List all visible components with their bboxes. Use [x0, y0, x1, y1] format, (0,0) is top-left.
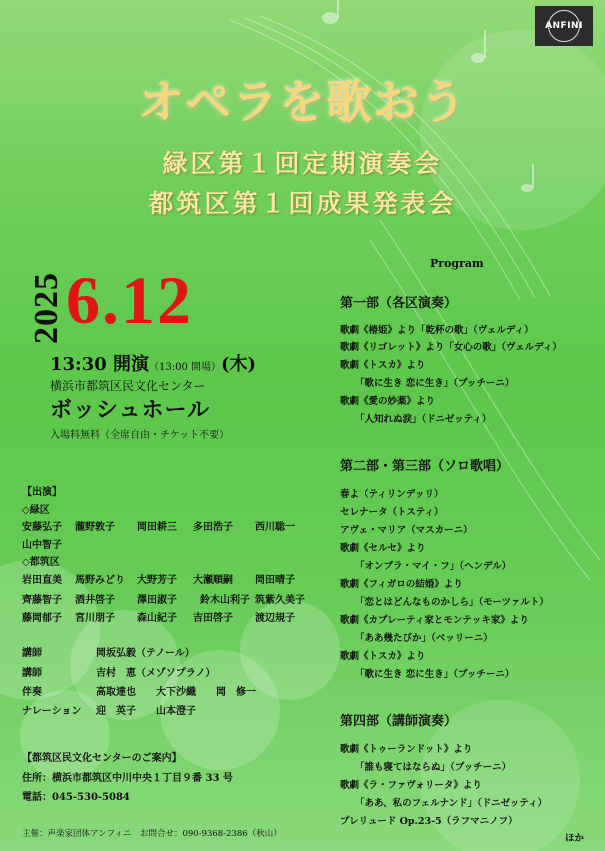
program-item: 歌劇《リゴレット》より「女心の歌」（ヴェルディ）: [340, 342, 562, 353]
section-2-heading: 第二部・第三部（ソロ歌唱）: [340, 459, 510, 474]
performer-name: 筑紫久美子: [255, 595, 305, 606]
program-item: 歌劇《トスカ》より: [340, 651, 426, 662]
program-item: 「ああ幾たびか」（ベッリーニ）: [355, 633, 493, 644]
subtitle-2: 都筑区第１回成果発表会: [148, 189, 457, 218]
staff-names: 高取達也 大下沙織 岡 修一: [96, 687, 256, 698]
performer-name: 岡田耕三: [137, 522, 177, 533]
program-item: 歌劇《カプレーティ家とモンテッキ家》より: [340, 615, 529, 626]
group-midori: ◇緑区: [22, 505, 50, 516]
phone: 電話：045-530-5084: [22, 792, 130, 803]
program-item: 「歌に生き 恋に生き」（プッチーニ）: [355, 378, 515, 389]
performer-name: 馬野みどり: [75, 575, 125, 586]
address: 住所：横浜市都筑区中川中央１丁目９番 33 号: [22, 773, 233, 784]
staff-names: 岡坂弘毅（テノール）: [96, 648, 195, 659]
performer-name: 藤岡郁子: [22, 613, 62, 624]
program-item: 春よ（ティリンデッリ）: [340, 489, 444, 500]
program-item: 歌劇《フィガロの結婚》より: [340, 579, 463, 590]
performers-heading: 【出演】: [22, 487, 62, 498]
performer-name: 森山紀子: [137, 613, 177, 624]
staff-role: 講師: [22, 648, 42, 659]
program-item: 歌劇《トスカ》より: [340, 360, 426, 371]
subtitle-1: 緑区第１回定期演奏会: [162, 149, 443, 178]
performer-name: 齊藤智子: [22, 595, 62, 606]
performer-name: 鈴木山利子: [200, 595, 250, 606]
program-item: セレナータ（トスティ）: [340, 507, 444, 518]
program-item: プレリュード Op.23-5（ラフマニノフ）: [340, 816, 518, 827]
event-date: 6.12: [66, 262, 193, 338]
admission: 入場料無料（全席自由・チケット不要）: [50, 430, 230, 441]
venue-hall: ボッシュホール: [50, 397, 211, 423]
year: 2025: [28, 272, 65, 344]
staff-role: 伴奏: [22, 687, 42, 698]
performer-name: 吉田啓子: [193, 613, 233, 624]
program-item: 「恋とはどんなものかしら」（モーツァルト）: [355, 597, 549, 608]
program-item: 歌劇《トゥーランドット》より: [340, 744, 473, 755]
program-title: Program: [430, 257, 484, 270]
logo-text: ANFINI: [545, 21, 583, 31]
program-item: アヴェ・マリア（マスカーニ）: [340, 525, 473, 536]
performer-name: 宮川朋子: [75, 613, 115, 624]
program-etc: ほか: [565, 833, 585, 844]
performer-name: 多田浩子: [193, 522, 233, 533]
anfini-logo: [535, 6, 593, 46]
performer-name: 澤田淑子: [137, 595, 177, 606]
program-item: 歌劇《椿姫》より「乾杯の歌」（ヴェルディ）: [340, 325, 534, 336]
program-item: 「人知れぬ涙」（ドニゼッティ）: [355, 414, 492, 425]
performer-name: 西川聡一: [255, 522, 295, 533]
start-time-main: 13:30 開演: [50, 354, 150, 375]
performer-name: 大野芳子: [137, 575, 177, 586]
performer-name: 大瀬順嗣: [193, 575, 233, 586]
program-item: 「ああ、私のフェルナンド」（ドニゼッティ）: [355, 798, 548, 809]
venue-building: 横浜市都筑区民文化センター: [50, 379, 206, 393]
doors-open: （13:00 開場）: [149, 362, 222, 373]
program-item: 「オンブラ・マイ・フ」（ヘンデル）: [355, 561, 512, 572]
group-tsuzuki: ◇都筑区: [22, 557, 60, 568]
program-item: 「誰も寝てはならぬ」（プッチーニ）: [355, 762, 512, 773]
performer-name: 安藤弘子: [22, 522, 62, 533]
staff-names: 吉村 恵（メゾソプラノ）: [96, 668, 216, 679]
start-time: [50, 350, 256, 376]
program-item: 歌劇《セルセ》より: [340, 543, 426, 554]
program-item: 歌劇《ラ・ファヴォリータ》より: [340, 780, 482, 791]
weekday: (木): [221, 354, 257, 375]
staff-role: ナレーション: [22, 706, 82, 717]
performer-name: 岩田直美: [22, 575, 62, 586]
page-title: オペラを歌おう: [138, 75, 467, 129]
performer-name: 酒井啓子: [75, 595, 115, 606]
logo-ring: [545, 10, 583, 42]
section-3-heading: 第四部（講師演奏）: [340, 714, 458, 729]
program-item: 歌劇《愛の妙薬》より: [340, 396, 436, 407]
performer-name: 山中智子: [22, 540, 62, 551]
staff-names: 迎 英子 山本澄子: [96, 706, 196, 717]
section-1-heading: 第一部（各区演奏）: [340, 296, 458, 311]
performer-name: 岡田晴子: [255, 575, 295, 586]
guide-heading: 【都筑区民文化センターのご案内】: [22, 753, 182, 764]
performer-name: 瀧野敦子: [75, 522, 115, 533]
staff-role: 講師: [22, 668, 42, 679]
program-item: 「歌に生き 恋に生き」（プッチーニ）: [355, 669, 515, 680]
performer-name: 渡辺規子: [255, 613, 295, 624]
footer-organizer: 主催：声楽家団体アンフィニ お問合せ：090-9368-2386（秋山）: [22, 829, 282, 839]
